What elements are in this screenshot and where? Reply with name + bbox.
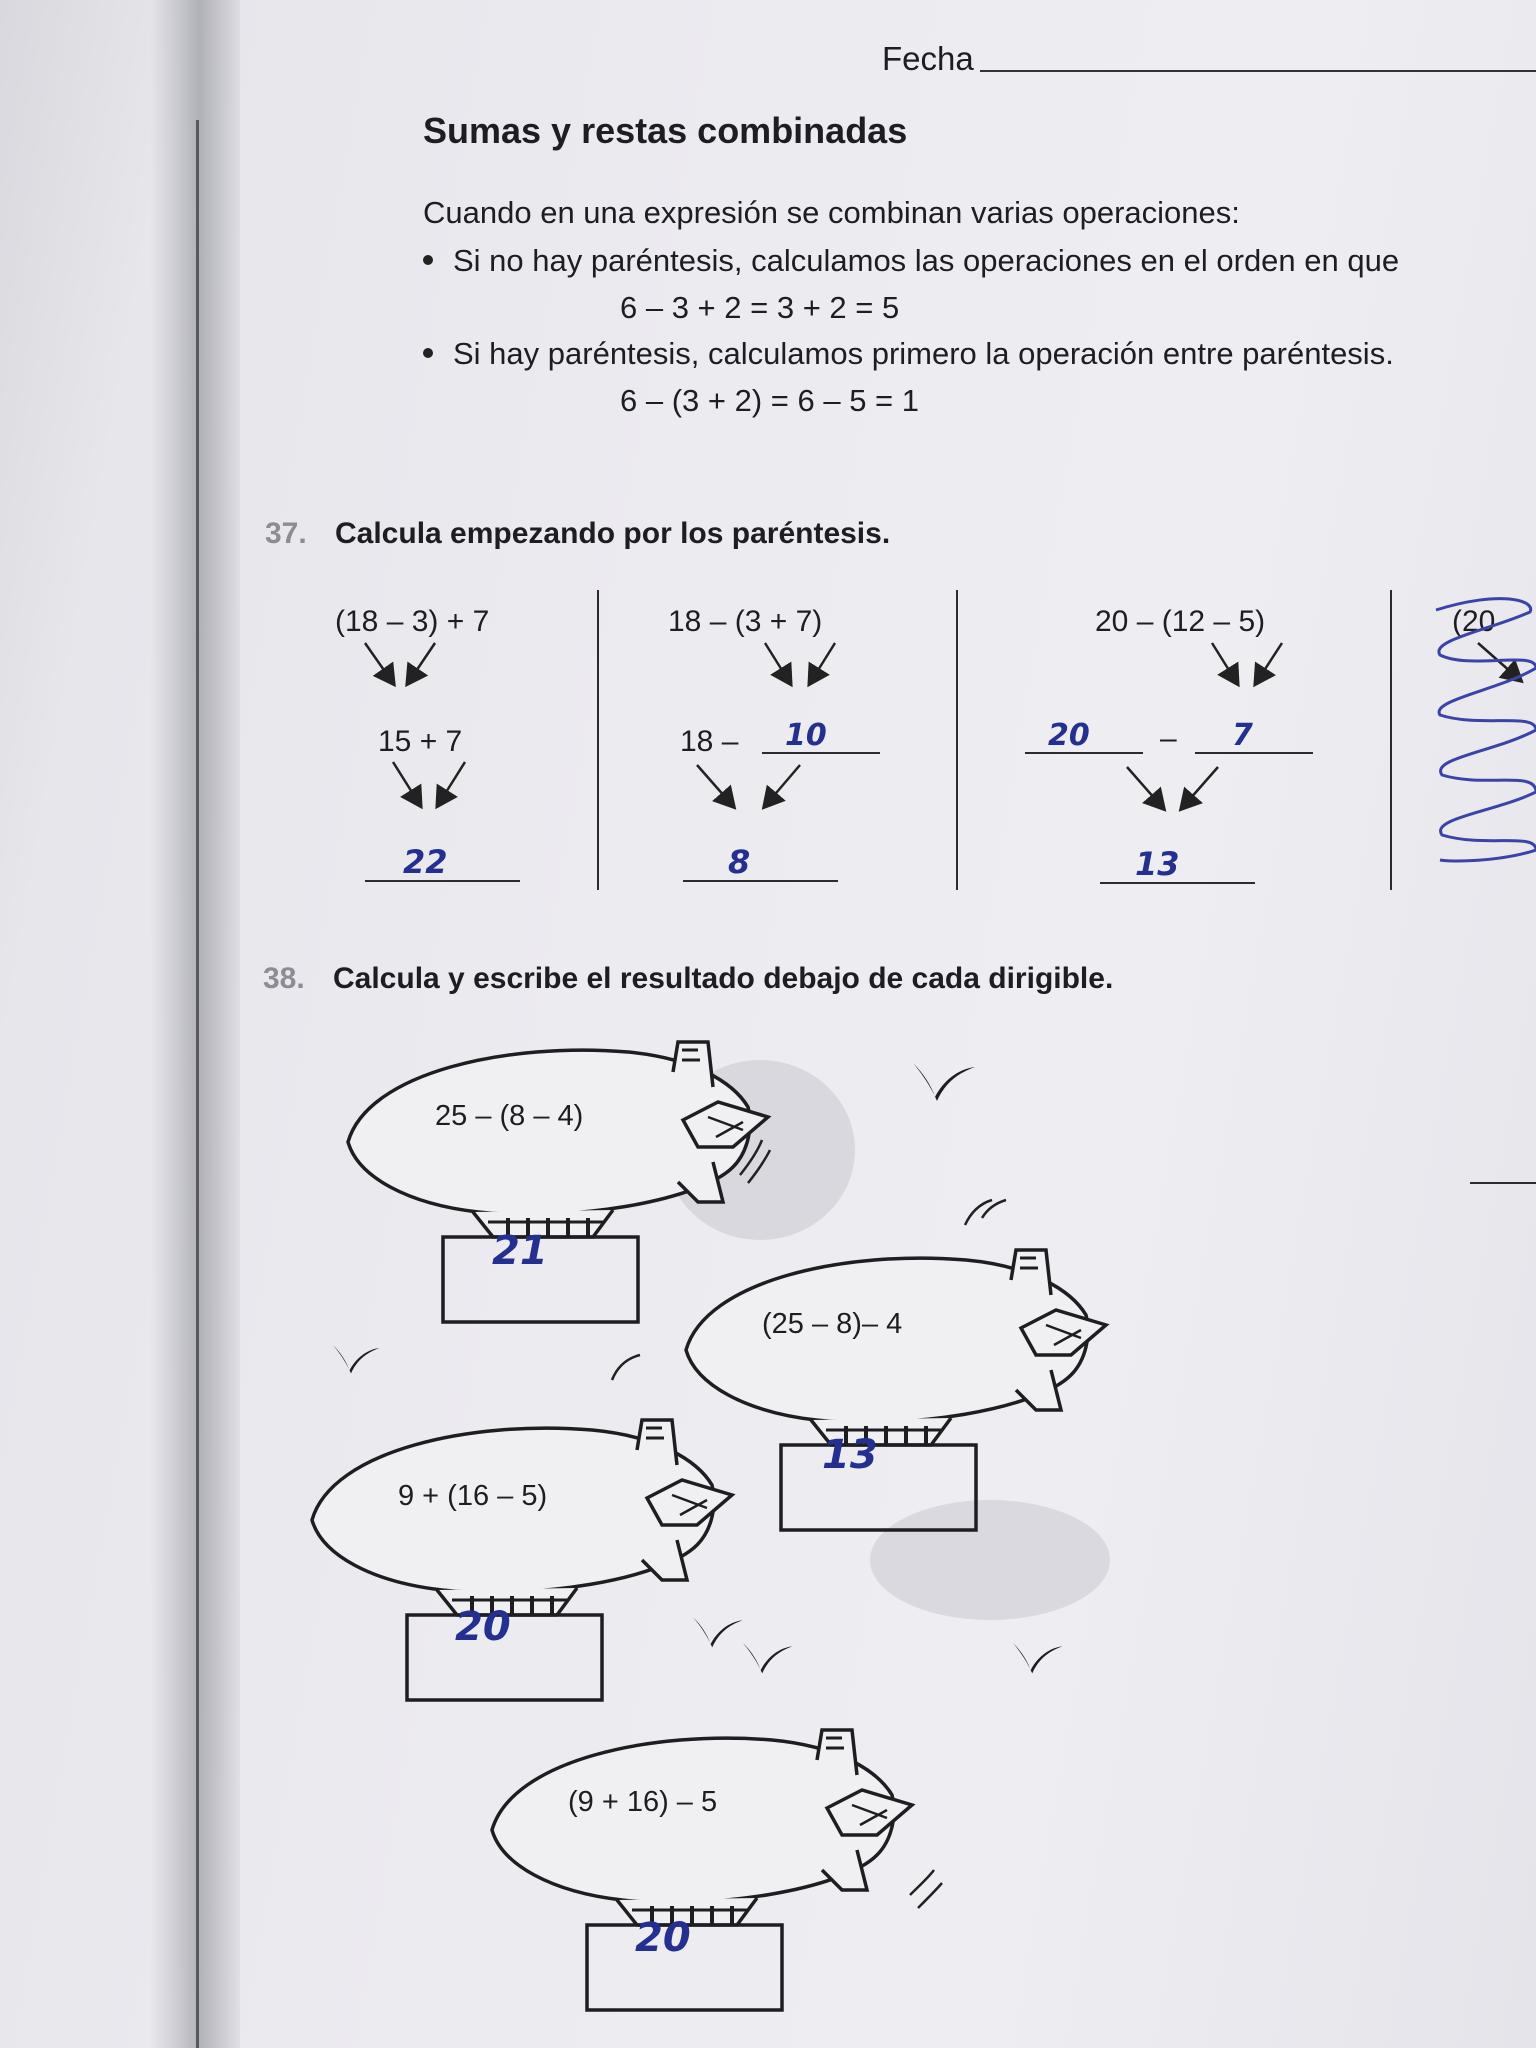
blimp-4-expression: (9 + 16) – 5	[568, 1786, 718, 1818]
date-label: Fecha	[882, 40, 974, 77]
bird-icon	[1013, 1643, 1063, 1673]
ex37-item-4-expression: (20	[1452, 605, 1496, 638]
blimp-4-answer: 20	[635, 1915, 691, 1961]
blimp-3-answer: 20	[455, 1604, 511, 1650]
rule-1-text: Si no hay paréntesis, calculamos las operaciones en el orden en que	[453, 243, 1400, 278]
lesson-title: Sumas y restas combinadas	[423, 110, 908, 151]
ex37-item-3-step-left: 20	[1048, 718, 1090, 753]
ex37-item-3-expression: 20 – (12 – 5)	[1095, 605, 1266, 638]
ex37-item-1-expression: (18 – 3) + 7	[335, 605, 490, 638]
exercise-38-number: 38.	[263, 962, 305, 995]
blimp-3-expression: 9 + (16 – 5)	[398, 1480, 548, 1512]
ex37-item-2-step-fill: 10	[785, 718, 827, 753]
ex37-item-3-step-right: 7	[1232, 718, 1253, 753]
exercise-37-number: 37.	[265, 517, 307, 550]
arrow-icons	[365, 643, 1520, 808]
blimp-1	[348, 1042, 768, 1322]
ex37-item-3-answer: 13	[1135, 845, 1180, 883]
bird-icon	[333, 1345, 380, 1374]
blimp-2-answer: 13	[822, 1432, 878, 1478]
example-1: 6 – 3 + 2 = 3 + 2 = 5	[620, 290, 900, 325]
ex37-item-3-step-op: –	[1160, 722, 1177, 755]
example-2: 6 – (3 + 2) = 6 – 5 = 1	[620, 383, 920, 418]
stray-line	[1470, 1182, 1536, 1184]
exercise-37-instruction: Calcula empezando por los paréntesis.	[335, 517, 891, 550]
scribble-mark	[1436, 599, 1536, 861]
exercise-38-instruction: Calcula y escribe el resultado debajo de cada dirigible.	[333, 962, 1114, 995]
ex37-item-1-step: 15 + 7	[378, 725, 463, 758]
blimp-2-expression: (25 – 8)– 4	[762, 1308, 903, 1340]
blimp-1-expression: 25 – (8 – 4)	[435, 1100, 584, 1132]
ex37-item-2-step-prefix: 18 –	[680, 725, 739, 758]
blimp-4	[492, 1730, 912, 2010]
blimp-2	[686, 1250, 1106, 1530]
blimp-1-answer: 21	[492, 1228, 548, 1274]
bird-icon	[913, 1063, 975, 1101]
ex37-item-1-answer: 22	[403, 843, 448, 881]
ex37-item-2-answer: 8	[728, 843, 751, 881]
blimp-3	[312, 1420, 732, 1700]
bird-icon	[693, 1617, 743, 1647]
bird-icon	[743, 1643, 793, 1673]
ex37-item-2-expression: 18 – (3 + 7)	[668, 605, 823, 638]
lesson-intro: Cuando en una expresión se combinan varias operaciones:	[423, 195, 1240, 230]
rule-2-text: Si hay paréntesis, calculamos primero la operación entre paréntesis.	[453, 336, 1394, 371]
